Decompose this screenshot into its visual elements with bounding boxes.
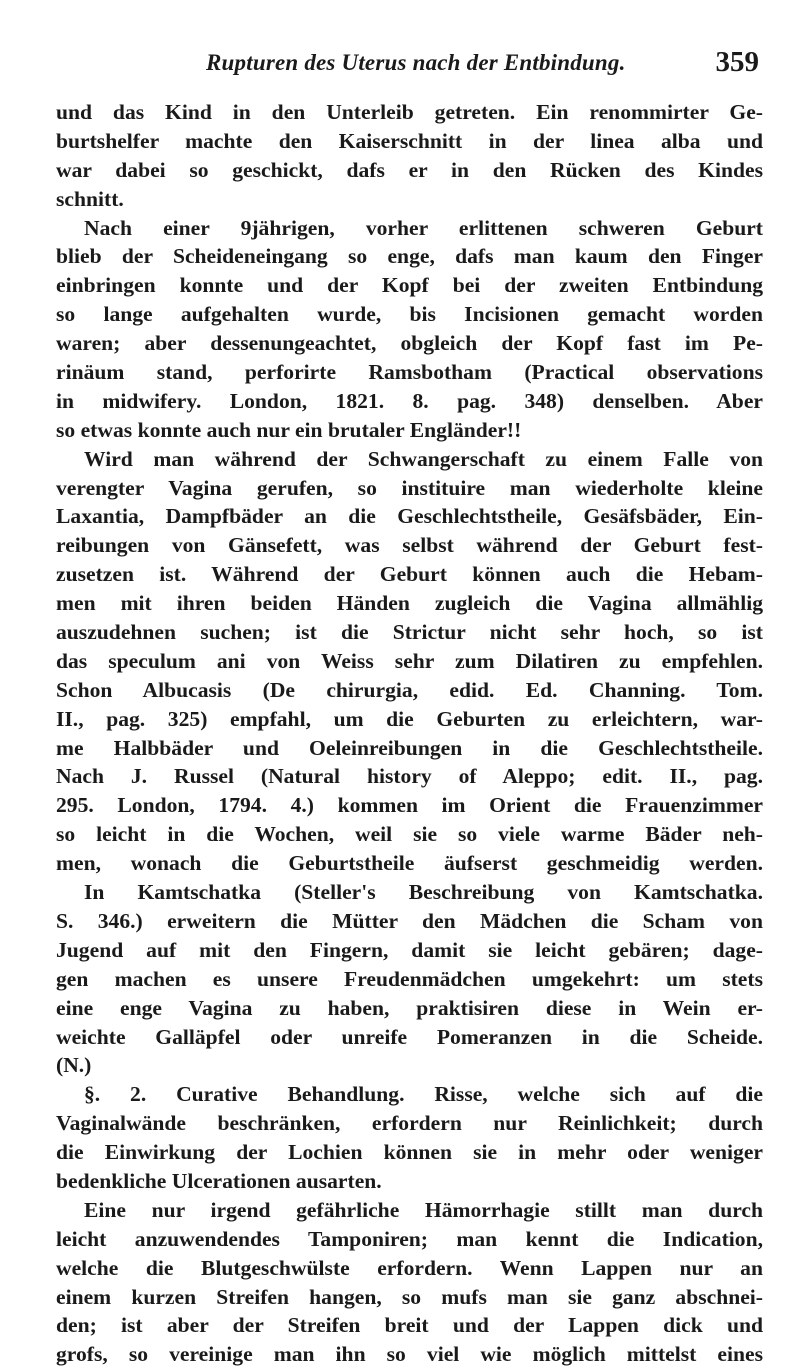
text-line: burtshelfer machte den Kaiserschnitt in der linea alba und [56, 128, 763, 153]
text-line: den; ist aber der Streifen breit und der Lappen dick und [56, 1313, 763, 1338]
text-line: Nach J. Russel (Natural history of Aleppo; edit. II., pag. [56, 764, 763, 789]
text-line: auszudehnen suchen; ist die Strictur nicht sehr hoch, so ist [56, 620, 763, 645]
text-line: schnitt. [56, 186, 124, 211]
text-line: Nach einer 9jährigen, vorher erlittenen schweren Geburt [84, 215, 763, 240]
text-line: waren; aber dessenungeachtet, obgleich der Kopf fast im Pe- [56, 331, 763, 356]
text-line: S. 346.) erweitern die Mütter den Mädchen die Scham von [56, 908, 763, 933]
text-line: und das Kind in den Unterleib getreten. Ein renommirter Ge- [56, 100, 763, 124]
text-line: einbringen konnte und der Kopf bei der zweiten Entbindung [56, 273, 763, 298]
text-line: rinäum stand, perforirte Ramsbotham (Practical observations [56, 360, 763, 385]
text-line: das speculum ani von Weiss sehr zum Dilatiren zu empfehlen. [56, 648, 763, 673]
text-line: Vaginalwände beschränken, erfordern nur Reinlichkeit; durch [56, 1111, 763, 1136]
text-line: so etwas konnte auch nur ein brutaler Engländer!! [56, 417, 522, 442]
text-line: Schon Albucasis (De chirurgia, edid. Ed. Channing. Tom. [56, 677, 763, 702]
text-line: welche die Blutgeschwülste erfordern. Wenn Lappen nur an [56, 1255, 763, 1280]
text-line: in midwifery. London, 1821. 8. pag. 348) denselben. Aber [56, 388, 763, 413]
text-line: 295. London, 1794. 4.) kommen im Orient die Frauenzimmer [56, 793, 763, 818]
text-line: war dabei so geschickt, dafs er in den Rücken des Kindes [56, 157, 763, 182]
text-line: II., pag. 325) empfahl, um die Geburten zu erleichtern, war- [56, 706, 763, 731]
text-line: Laxantia, Dampfbäder an die Geschlechtstheile, Gesäfsbäder, Ein- [56, 504, 763, 529]
text-line: Jugend auf mit den Fingern, damit sie leicht gebären; dage- [56, 937, 763, 962]
text-line: verengter Vagina gerufen, so instituire man wiederholte kleine [56, 475, 763, 500]
text-line: eine enge Vagina zu haben, praktisiren diese in Wein er- [56, 995, 763, 1020]
text-line: Wird man während der Schwangerschaft zu einem Falle von [84, 446, 763, 471]
text-line: men mit ihren beiden Händen zugleich die Vagina allmählig [56, 591, 763, 616]
text-line: so leicht in die Wochen, weil sie so viele warme Bäder neh- [56, 822, 763, 847]
text-line: weichte Galläpfel oder unreife Pomeranzen in die Scheide. [56, 1024, 763, 1049]
text-line: §. 2. Curative Behandlung. Risse, welche sich auf die [84, 1082, 763, 1107]
text-line: In Kamtschatka (Steller's Beschreibung von Kamtschatka. [84, 880, 763, 905]
page-number: 359 [715, 46, 759, 78]
text-line: men, wonach die Geburtstheile äufserst geschmeidig werden. [56, 851, 763, 876]
text-line: bedenkliche Ulcerationen ausarten. [56, 1168, 382, 1193]
text-line: zusetzen ist. Während der Geburt können auch die Hebam- [56, 562, 763, 587]
text-line: gen machen es unsere Freudenmädchen umgekehrt: um stets [56, 966, 763, 991]
text-line: die Einwirkung der Lochien können sie in mehr oder weniger [56, 1140, 763, 1165]
body-text [56, 98, 763, 1369]
text-line: (N.) [56, 1053, 92, 1078]
text-line: leicht anzuwendendes Tamponiren; man kennt die Indication, [56, 1226, 763, 1251]
text-line: blieb der Scheideneingang so enge, dafs man kaum den Finger [56, 244, 763, 269]
text-line: Eine nur irgend gefährliche Hämorrhagie stillt man durch [84, 1197, 763, 1222]
text-line: me Halbbäder und Oeleinreibungen in die Geschlechtstheile. [56, 735, 763, 760]
running-head [56, 46, 763, 84]
running-title: Rupturen des Uterus nach der Entbindung. [206, 50, 626, 75]
text-line: grofs, so vereinige man ihn so viel wie möglich mittelst eines [56, 1342, 763, 1367]
text-line: einem kurzen Streifen hangen, so mufs man sie ganz abschnei- [56, 1284, 763, 1309]
text-line: reibungen von Gänsefett, was selbst während der Geburt fest- [56, 533, 763, 558]
text-line: so lange aufgehalten wurde, bis Incisionen gemacht worden [56, 302, 763, 327]
